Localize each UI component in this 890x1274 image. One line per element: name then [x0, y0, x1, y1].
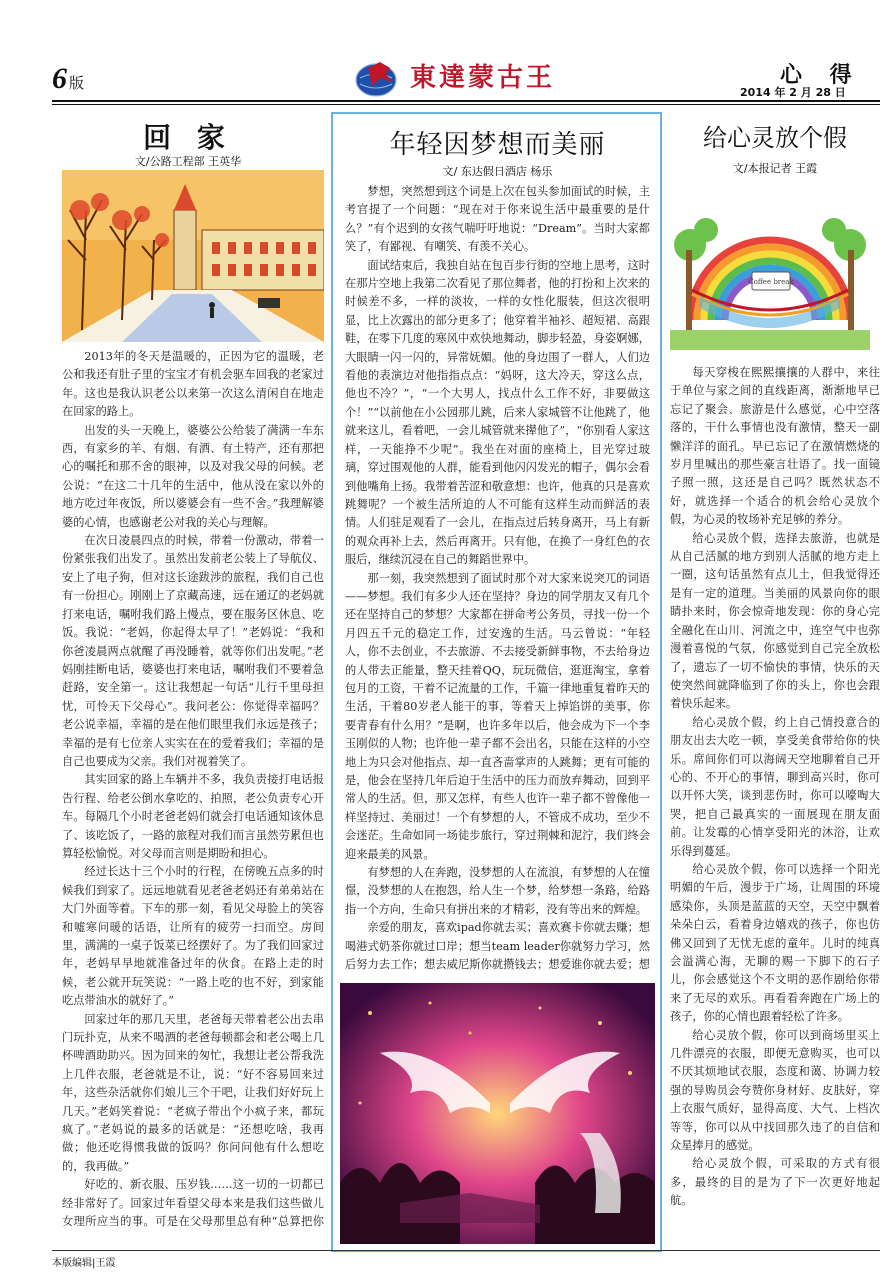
left-paragraph: 回家过年的那几天里，老爸每天带着老公出去串门玩扑克，从来不喝酒的老爸每顿都会和老公喝上几杯啤酒助助兴。因为回来的匆忙，我想让老公帮我洗上几件衣服，老爸就是不让，说：“好不容易回来过年，这些杂活就你们娘儿三个干吧，让我们好好玩上几天。”老妈笑着说：“老疯子带出个小疯子来，都玩疯了。”老妈说的最多的话就是：“还想吃啥，我再做；他还吃得惯我做的饭吗？你问问他有什么想吃的，我再做。”	[62, 1012, 324, 1173]
middle-article-byline: 文/ 东达假日酒店 杨乐	[442, 165, 553, 178]
right-paragraph: 给心灵放个假，你可以到商场里买上几件漂亮的衣服，即便无意购买，也可以不厌其烦地试衣服，态度和蔼、协调力较强的导购员会夸赞你身材好、皮肤好，穿上衣服气质好，显得高度、大气、上档次等等，你可以从中找回那久违了的自信和众星捧月的感觉。	[670, 1028, 880, 1153]
left-paragraph: 好吃的、新衣服、压岁钱……这一切的一切都已经非常好了。回家过年看望父母本来是我们这些做儿女理所应当的事。可是在父母那里总有种“总算把你	[62, 1178, 324, 1229]
middle-paragraph: 有梦想的人在奔跑，没梦想的人在流浪，有梦想的人在憧憬，没梦想的人在抱怨，给人生一个梦，给梦想一条路，给路指一个方向，生命只有拼出来的才精彩，没有等出来的辉煌。	[345, 866, 650, 916]
right-paragraph: 给心灵放个假，可采取的方式有很多，最终的目的是为了下一次更好地起航。	[670, 1157, 880, 1208]
page-number: 6 版	[52, 62, 85, 95]
header-rule-thin	[52, 104, 880, 105]
right-paragraph: 给心灵放个假，你可以选择一个阳光明媚的午后，漫步于广场，让周围的环境感染你，头顶是蓝蓝的天空，天空中飘着朵朵白云，看着身边嬉戏的孩子，你也仿佛又回到了无忧无虑的童年。儿时的纯真会溢满心海，无聊的赐一下脚下的石子儿，你会感觉这个不文明的恶作剧给你带来了无尽的欢乐。再看看奔跑在广场上的孩子，你的心情也跟着轻松了许多。	[670, 862, 880, 1024]
right-paragraph: 给心灵放个假，约上自己情投意合的朋友出去大吃一顿，享受美食带给你的快乐。席间你们可以海阔天空地聊着自己开心的、不开心的事情，聊到高兴时，你可以开怀大笑，谈到悲伤时，你可以嚎啕大哭，把自己最真实的一面展现在朋友面前。让发霉的心情享受阳光的沐浴，让欢乐得到蔓延。	[670, 715, 880, 858]
left-paragraph: 经过长达十三个小时的行程，在傍晚五点多的时候我们到家了。远远地就看见老爸老妈还有弟弟站在大门外面等着。下车的那一刻，看见父母脸上的笑容和嘘寒问暖的话语，让所有的疲劳一扫而空。房间里，满满的一桌子饭菜已经摆好了。为了我们回家过年，老妈早早地就准备过年的伙食。在路上走的时候，老公就开玩笑说：“一路上吃的也不好，到家能吃点带油水的就好了。”	[62, 865, 324, 1008]
middle-paragraph: 亲爱的朋友，喜欢ipad你就去买；喜欢赛卡你就去赚；想喝港式奶茶你就过口岸；想当team leader你就努力学习，然后努力去工作；想去威尼斯你就攒钱去；想爱谁你就去爱；想	[345, 921, 650, 972]
right-article-byline: 文/本报记者 王霞	[732, 162, 818, 175]
issue-date: 2014 年 2 月 28 日	[740, 86, 846, 99]
page-suffix: 版	[69, 76, 85, 92]
right-paragraph: 给心灵放个假，选择去旅游，也就是从自己活腻的地方到别人活腻的地方走上一圈，这句话虽然有点儿土，但我觉得还是有一定的道理。当美丽的风景向你的眼睛扑来时，你会惊奇地发现：你的身心完全融化在山川、河流之中，连空气中也弥漫着喜悦的气氛，你感觉到自己完全放松了，遗忘了一切不愉快的事情，快乐的天使突然间就降临到了你的头上，你也会跟着快乐起来。	[670, 531, 880, 711]
middle-paragraph: 梦想，突然想到这个词是上次在包头参加面试的时候，主考官提了一个问题：“现在对于你来说生活中最重要的是什么？”有个迟到的女孩气喘吁吁地说：“Dream”。当时大家都笑了，有鄙视、有嘲笑、有羡不关心。	[345, 185, 650, 254]
right-paragraph: 每天穿梭在熙熙攘攘的人群中，来往于单位与家之间的直线距离，渐渐地早已忘记了聚会、旅游是什么感觉，心中空落落的，干什么事情也没有激情，整天一副懒洋洋的面孔。早已忘记了在激情燃烧的岁月里喊出的那些豪言壮语了。找一面镜子照一照，这还是自己吗？既然状态不好，就选择一个适合的机会给心灵放个假，为心灵的牧场补充足够的养分。	[670, 366, 880, 527]
right-article-title: 给心灵放个假	[703, 124, 847, 152]
editor-credit: 本版编辑|王霞	[52, 1258, 116, 1269]
right-article-body	[670, 364, 880, 1236]
left-paragraph: 2013年的冬天是温暖的，正因为它的温暖，老公和我还有肚子里的宝宝才有机会驱车回我的老家过年。这也是我认识老公以来第一次这么清闲自在地走在回家的路上。	[62, 350, 324, 419]
middle-paragraph: 面试结束后，我独自站在包百步行街的空地上思考，这时在那片空地上我第二次看见了那位舞者，他的打扮和上次来的时候差不多，一样的淡妆，一样的女性化服装，但这次很明显，比上次露出的部分更多了；他穿着半袖衫、超短裙、高跟鞋，在零下几度的寒风中欢快地舞动，脚步轻盈，身姿婀娜，大眼睛一闪一闪的，异常妩媚。他的身边围了一群人，人们边看他的表演边对他指指点点：“妈呀，这大冷天，穿这么点，他也不冷？”，“一个大男人，找点什么工作不好，非要做这个！”“以前他在小公园那儿跳，后来人家城管不让他跳了，他就来这儿，看着吧，一会儿城管就来撵他了”，“你别看人家这样，一天能挣不少呢”。我坐在对面的座椅上，目光穿过玻璃，穿过围观他的人群，能看到他闪闪发光的帽子，偶尔会看到他嘴角上扬。我带着苦涩和敬意想：也许，他真的只是喜欢跳舞呢？一个被生活所迫的人不可能有这样生动而鲜活的表情。人们驻足观看了一会儿，在指点过后转身离开，马上有新的观众再补上去，然后再离开。只有他，在换了一身红色的衣服后，继续沉浸在自己的舞蹈世界中。	[345, 258, 650, 567]
angel-wings-illustration	[340, 983, 655, 1244]
logo-wordmark: 東達蒙古王	[410, 63, 556, 93]
left-article-byline: 文/公路工程部 王英华	[134, 155, 242, 168]
middle-article-title: 年轻因梦想而美丽	[389, 130, 606, 160]
middle-paragraph: 那一刻，我突然想到了面试时那个对大家来说突兀的词语——梦想。我们有多少人还在坚持？身边的同学朋友又有几个还在坚持自己的梦想？大家都在拼命考公务员，寻找一份一个月四五千元的稳定工作，过安逸的生活。马云曾说：“年轻人，你不去创业，不去旅游、不去接受新鲜事物，不去给身边的人带去正能量，整天挂着QQ，玩玩微信，逛逛淘宝，拿着包月的工资，干着不记流量的工作，千篇一律地重复着昨天的生活，干着80岁老人能干的事，等着天上掉馅饼的美事，你要青春有什么用？”是啊，也许多年以后，他会成为下一个李玉刚似的人物；也许他一辈子都不会出名，只能在这样的小空地上为只会对他指点、却一直吝啬掌声的人跳舞；更有可能的是，他会在坚持几年后迫于生活中的压力而放弃舞动，回到平常人的生活。但，那又怎样，有些人也许一辈子都不曾像他一样坚持过、美丽过！一个有梦想的人，不管成不成功，至少不会迷茫。生命如同一场徒步旅行，穿过荆棘和泥泞，我们终会迎来最美的风景。	[345, 571, 650, 861]
winter-street-painting	[62, 170, 324, 342]
coffee-break-label: Coffee break	[748, 278, 794, 286]
header-rule	[52, 100, 880, 102]
section-title: 心 得	[780, 63, 862, 88]
middle-article-body	[345, 183, 650, 975]
left-article-body	[62, 348, 324, 1230]
left-article-title: 回 家	[143, 121, 233, 154]
left-paragraph: 出发的头一天晚上，婆婆公公给装了满满一车东西，有家乡的羊、有烟、有酒、有土特产，还有那把心的嘱托和那不舍的眼神，以及对我父母的问候。老公说：“在这二十几年的生活中，他从没在家以外的地方吃过年夜饭，所以婆婆会有一些不舍。”我理解婆婆的心情，也感谢老公对我的关心与理解。	[62, 423, 324, 529]
globe-horse-icon	[350, 56, 410, 100]
left-paragraph: 在次日凌晨四点的时候，带着一份激动，带着一份紧张我们出发了。虽然出发前老公装上了导航仪、安上了电子狗，但对这长途跋涉的旅程，我们自己也有一份担心。刚刚上了京藏高速，远在通辽的老妈就打来电话，嘱咐我们路上慢点，要在服务区休息、吃饭。我说：“老妈，你起得太早了！”老妈说：“我和你爸凌晨两点就醒了再没睡着，就等你们出发呢。”老妈刚挂断电话，婆婆也打来电话，嘱咐我们不要着急赶路，安全第一。这让我想起一句话“儿行千里母担忧，可怜天下父母心”。我问老公：你觉得幸福吗？老公说幸福，幸福的是在他们眼里我们永远是孩子；幸福的是有七位亲人实实在在的爱着我们；幸福的是自己也要成为父亲。我们对视着笑了。	[62, 534, 324, 768]
left-paragraph: 其实回家的路上车辆并不多，我负责接打电话报告行程、给老公倒水拿吃的、拍照，老公负责专心开车。每隔几个小时老爸老妈们就会打电话通知该休息了、该吃饭了，一路的旅程对我们而言虽然劳累但也算轻松愉悦。对父母而言则是期盼和担心。	[62, 773, 324, 860]
rainbow-hammock-illustration	[670, 190, 870, 350]
footer-rule	[52, 1250, 880, 1251]
